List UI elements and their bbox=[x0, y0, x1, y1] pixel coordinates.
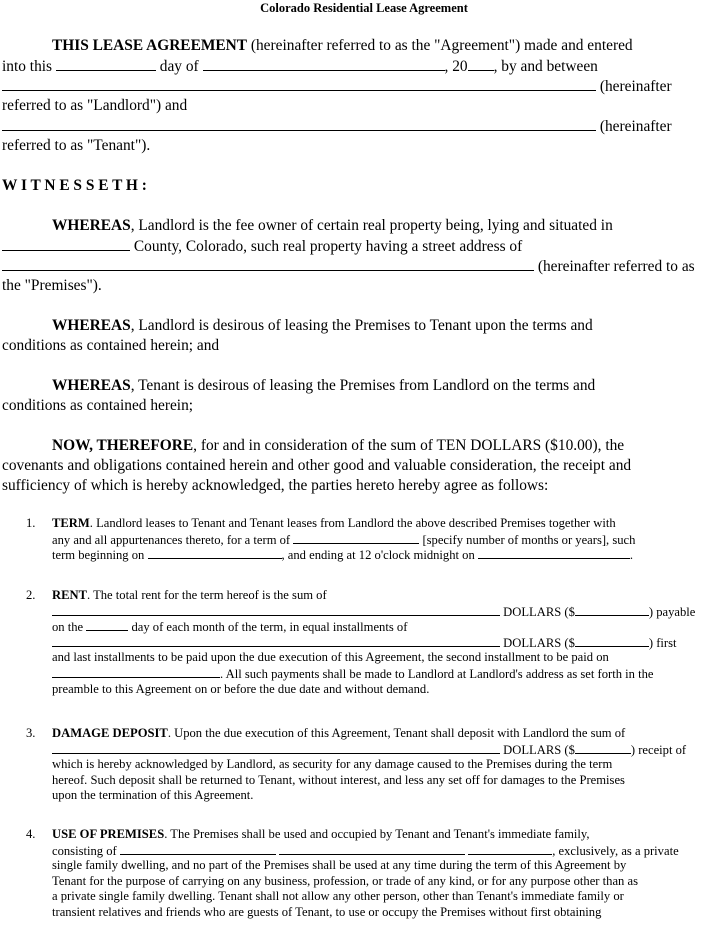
intro-hereinafter-2: (hereinafter bbox=[599, 118, 672, 135]
day-blank[interactable] bbox=[56, 56, 156, 71]
section-1-text-2b: [specify number of months or years], such bbox=[422, 532, 636, 547]
section-4-text-4: Tenant for the purpose of carrying on any business, profession, or trade of any kind, or for any purpose other than as bbox=[52, 873, 638, 888]
section-3-text-1: . Upon the due execution of this Agreement, Tenant shall deposit with Landlord the sum of bbox=[167, 726, 626, 740]
whereas-3-paragraph bbox=[2, 376, 726, 416]
whereas-2-text: , Landlord is desirous of leasing the Premises to Tenant upon the terms and bbox=[130, 317, 593, 334]
intro-tenant-ref: referred to as "Tenant"). bbox=[2, 137, 151, 154]
total-rent-amount-blank[interactable] bbox=[575, 604, 649, 616]
occupant-3-blank[interactable] bbox=[468, 843, 552, 855]
month-blank[interactable] bbox=[203, 56, 445, 71]
whereas-3-text: , Tenant is desirous of leasing the Premises from Landlord on the terms and bbox=[130, 377, 596, 394]
section-2-text-1: . The total rent for the term hereof is the sum of bbox=[87, 588, 327, 602]
now-therefore-lead: NOW, THEREFORE bbox=[52, 437, 194, 454]
whereas-1-text: , Landlord is the fee owner of certain real property being, lying and situated in bbox=[130, 217, 613, 234]
section-1-period: . bbox=[629, 548, 634, 563]
section-4-text-6: transient relatives and friends who are guests of Tenant, to use or occupy the Premises without first obtaining bbox=[52, 904, 602, 919]
section-4-consisting-of: consisting of bbox=[52, 843, 117, 858]
whereas-3-lead: WHEREAS bbox=[52, 377, 131, 394]
term-end-blank[interactable] bbox=[478, 547, 630, 559]
section-3-number: 3. bbox=[26, 726, 36, 740]
total-rent-words-blank[interactable] bbox=[52, 604, 500, 616]
section-1-text-2a: any and all appurtenances thereto, for a term of bbox=[52, 532, 291, 547]
payment-day-blank[interactable] bbox=[86, 619, 128, 631]
document-title: Colorado Residential Lease Agreement bbox=[260, 1, 468, 15]
whereas-3-text-2: conditions as contained herein; bbox=[2, 397, 194, 414]
witnesseth-text: W I T N E S S E T H : bbox=[2, 177, 147, 194]
intro-landlord-ref: referred to as "Landlord") and bbox=[2, 97, 188, 114]
year-blank[interactable] bbox=[468, 56, 494, 71]
county-blank[interactable] bbox=[2, 236, 130, 251]
whereas-1-hereinafter: (hereinafter referred to as bbox=[537, 258, 695, 275]
whereas-1-premises: the "Premises"). bbox=[2, 277, 102, 294]
section-2-text-7: preamble to this Agreement on or before the due date and without demand. bbox=[52, 681, 430, 696]
whereas-1-county-text: County, Colorado, such real property having a street address of bbox=[133, 238, 523, 255]
section-3-text-4: hereof. Such deposit shall be returned to Tenant, without interest, and less any set off for damages to the Premises bbox=[52, 772, 625, 787]
section-4-text-5: a private single family dwelling. Tenant shall not allow any other person, other than Tenant's immediate family or bbox=[52, 889, 624, 904]
section-3-heading: DAMAGE DEPOSIT bbox=[52, 726, 168, 740]
section-1-heading: TERM bbox=[52, 516, 90, 530]
section-4-number: 4. bbox=[26, 827, 36, 841]
section-3-text-5: upon the termination of this Agreement. bbox=[52, 788, 254, 803]
term-start-blank[interactable] bbox=[148, 547, 282, 559]
now-therefore-text: , for and in consideration of the sum of TEN DOLLARS ($10.00), the bbox=[193, 437, 625, 454]
now-therefore-text-3: sufficiency of which is hereby acknowledged, the parties hereto hereby agree as follows: bbox=[2, 477, 549, 494]
witnesseth-heading bbox=[2, 176, 726, 196]
section-3-damage-deposit bbox=[52, 726, 726, 804]
intro-hereinafter-1: (hereinafter bbox=[599, 78, 672, 95]
section-4-text-2b: , exclusively, as a private bbox=[552, 843, 679, 858]
section-2-on-the: on the bbox=[52, 620, 84, 635]
section-4-use-of-premises bbox=[52, 827, 726, 921]
section-2-text-3: day of each month of the term, in equal installments of bbox=[131, 620, 408, 635]
whereas-1-paragraph bbox=[2, 216, 726, 296]
second-installment-date-blank[interactable] bbox=[52, 666, 220, 678]
whereas-2-paragraph bbox=[2, 316, 726, 356]
intro-day-of: day of bbox=[159, 58, 199, 75]
installment-words-blank[interactable] bbox=[52, 635, 500, 647]
section-2-text-6: . All such payments shall be made to Landlord at Landlord's address as set forth in the bbox=[220, 666, 654, 681]
intro-by-and-between: , by and between bbox=[493, 58, 598, 75]
now-therefore-text-2: covenants and obligations contained herein and other good and valuable consideration, the receipt and bbox=[2, 457, 632, 474]
section-2-number: 2. bbox=[26, 588, 36, 602]
section-3-text-3: which is hereby acknowledged by Landlord, as security for any damage caused to the Premises during the term bbox=[52, 757, 613, 772]
occupant-1-blank[interactable] bbox=[120, 843, 276, 855]
section-1-term bbox=[52, 516, 726, 563]
occupant-2-blank[interactable] bbox=[279, 843, 465, 855]
section-2-dollars-1: DOLLARS ($ bbox=[503, 604, 575, 619]
whereas-2-lead: WHEREAS bbox=[52, 317, 131, 334]
installment-amount-blank[interactable] bbox=[575, 635, 649, 647]
deposit-amount-blank[interactable] bbox=[575, 742, 631, 754]
landlord-name-blank[interactable] bbox=[2, 76, 596, 91]
intro-lead: THIS LEASE AGREEMENT bbox=[52, 37, 248, 54]
section-1-text-3b: , and ending at 12 o'clock midnight on bbox=[281, 548, 475, 563]
tenant-name-blank[interactable] bbox=[2, 116, 596, 131]
intro-text: (hereinafter referred to as the "Agreement") made and entered bbox=[247, 37, 633, 54]
section-1-text-1: . Landlord leases to Tenant and Tenant leases from Landlord the above described Premises together with bbox=[89, 516, 616, 530]
intro-year-prefix: , 20 bbox=[444, 58, 468, 75]
deposit-words-blank[interactable] bbox=[52, 742, 500, 754]
section-4-heading: USE OF PREMISES bbox=[52, 827, 165, 841]
term-length-blank[interactable] bbox=[293, 532, 419, 544]
section-3-dollars: DOLLARS ($ bbox=[503, 742, 575, 757]
whereas-2-text-2: conditions as contained herein; and bbox=[2, 337, 220, 354]
section-2-text-5: and last installments to be paid upon the due execution of this Agreement, the second installment to be paid on bbox=[52, 650, 609, 665]
section-4-text-1: . The Premises shall be used and occupied by Tenant and Tenant's immediate family, bbox=[164, 827, 590, 841]
section-2-heading: RENT bbox=[52, 588, 87, 602]
intro-paragraph bbox=[2, 36, 726, 156]
section-2-dollars-2: DOLLARS ($ bbox=[503, 635, 575, 650]
section-2-rent bbox=[52, 588, 726, 697]
now-therefore-paragraph bbox=[2, 436, 726, 496]
section-2-payable: ) payable bbox=[648, 604, 696, 619]
section-3-receipt-of: ) receipt of bbox=[630, 742, 687, 757]
whereas-1-lead: WHEREAS bbox=[52, 217, 131, 234]
intro-into-this: into this bbox=[2, 58, 53, 75]
section-1-text-3a: term beginning on bbox=[52, 548, 145, 563]
section-1-number: 1. bbox=[26, 516, 36, 530]
section-4-text-3: single family dwelling, and no part of the Premises shall be used at any time during the term of this Agreement by bbox=[52, 858, 627, 873]
section-2-first: ) first bbox=[648, 635, 677, 650]
street-address-blank[interactable] bbox=[2, 256, 534, 271]
